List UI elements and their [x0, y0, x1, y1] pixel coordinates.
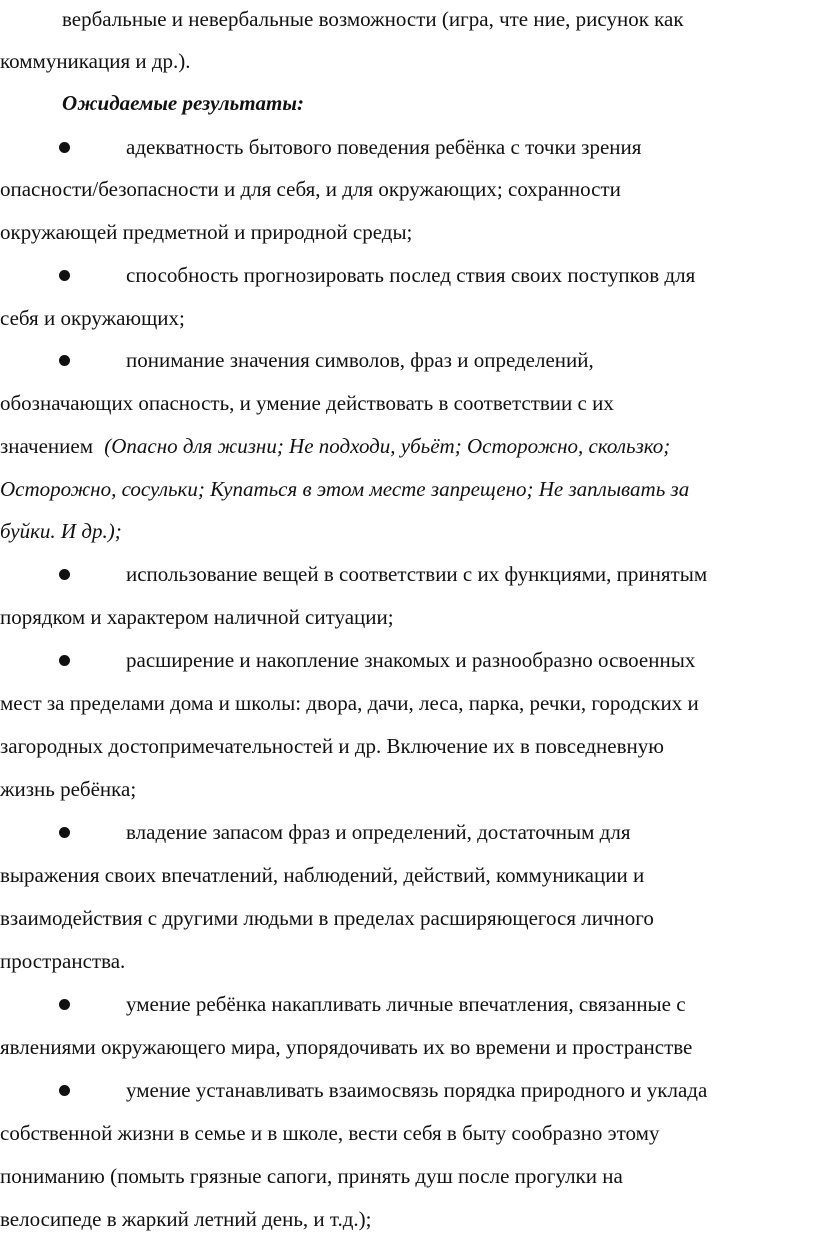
list-item-8-line-4: велосипеде в жаркий летний день, и т.д.); — [0, 1207, 372, 1231]
list-item-2-line-2: себя и окружающих; — [0, 306, 185, 330]
list-item-3-line-3 — [0, 433, 670, 459]
list-item-3-line-4: Осторожно, сосульки; Купаться в этом месте запрещено; Не заплывать за — [0, 477, 690, 501]
bullet-icon — [59, 142, 70, 153]
list-item-6-line-1: владение запасом фраз и определений, достаточным для — [126, 820, 631, 844]
list-item-3-plain-text: значением — [0, 434, 93, 458]
list-item-5-line-3: загородных достопримечательностей и др. Включение их в повседневную — [0, 734, 664, 758]
list-item-5-line-2: мест за пределами дома и школы: двора, дачи, леса, парка, речки, городских и — [0, 691, 699, 715]
list-item-5-line-4: жизнь ребёнка; — [0, 777, 137, 801]
list-item-8-line-2: собственной жизни в семье и в школе, вести себя в быту сообразно этому — [0, 1121, 660, 1145]
intro-line-1: вербальные и невербальные возможности (игра, чте ние, рисунок как — [62, 7, 684, 31]
list-item-3-line-2: обозначающих опасность, и умение действовать в соответствии с их — [0, 391, 614, 415]
list-item-8-line-1: умение устанавливать взаимосвязь порядка природного и уклада — [126, 1078, 708, 1102]
bullet-icon — [59, 569, 70, 580]
bullet-icon — [59, 270, 70, 281]
bullet-icon — [59, 355, 70, 366]
intro-line-2: коммуникация и др.). — [0, 49, 191, 73]
list-item-7-line-2: явлениями окружающего мира, упорядочивать их во времени и пространстве — [0, 1035, 693, 1059]
list-item-6-line-3: взаимодействия с другими людьми в пределах расширяющегося личного — [0, 906, 654, 930]
list-item-1-line-3: окружающей предметной и природной среды; — [0, 220, 413, 244]
list-item-7-line-1: умение ребёнка накапливать личные впечатления, связанные с — [126, 992, 686, 1016]
bullet-icon — [59, 827, 70, 838]
bullet-icon — [59, 999, 70, 1010]
bullet-icon — [59, 1085, 70, 1096]
list-item-6-line-2: выражения своих впечатлений, наблюдений, действий, коммуникации и — [0, 863, 645, 887]
list-item-8-line-3: пониманию (помыть грязные сапоги, принять душ после прогулки на — [0, 1164, 623, 1188]
list-item-6-line-4: пространства. — [0, 949, 126, 973]
list-item-3-line-1: понимание значения символов, фраз и определений, — [126, 348, 594, 372]
section-heading: Ожидаемые результаты: — [62, 91, 304, 115]
list-item-2-line-1: способность прогнозировать послед ствия своих поступков для — [126, 263, 696, 287]
list-item-3-italic-text: (Опасно для жизни; Не подходи, убьёт; Осторожно, скользко; — [104, 434, 671, 458]
list-item-4-line-2: порядком и характером наличной ситуации; — [0, 605, 394, 629]
list-item-3-line-5: буйки. И др.); — [0, 519, 122, 543]
list-item-5-line-1: расширение и накопление знакомых и разнообразно освоенных — [126, 648, 696, 672]
bullet-icon — [59, 655, 70, 666]
list-item-4-line-1: использование вещей в соответствии с их функциями, принятым — [126, 562, 708, 586]
list-item-1-line-2: опасности/безопасности и для себя, и для окружающих; сохранности — [0, 177, 621, 201]
list-item-1-line-1: адекватность бытового поведения ребёнка с точки зрения — [126, 135, 642, 159]
